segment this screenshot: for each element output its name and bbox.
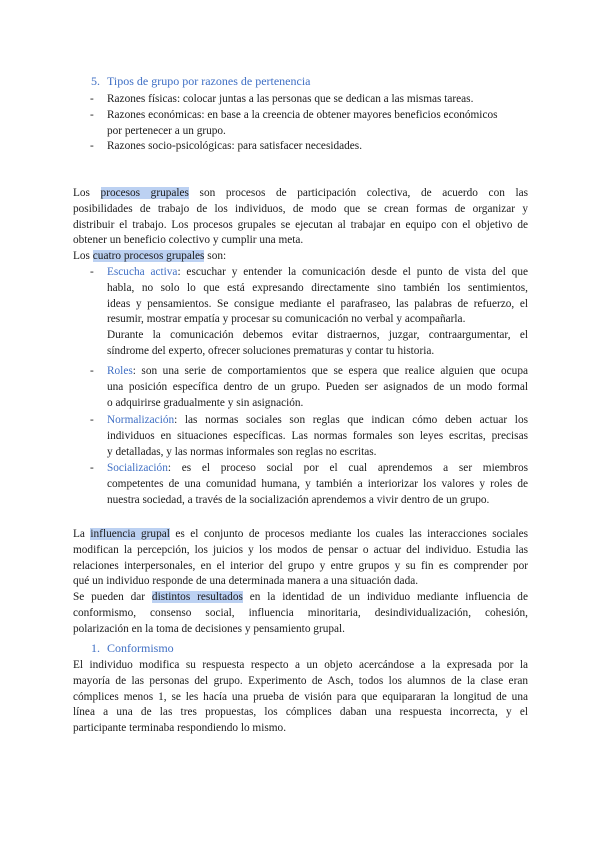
bullet: - xyxy=(90,462,94,474)
term: Socialización xyxy=(107,462,168,474)
list-item: Razones socio-psicológicas: para satisfacer necesidades. xyxy=(107,140,363,152)
bullet: - xyxy=(90,109,94,121)
paragraph-influencia: La influencia grupal es el conjunto de procesos mediante los cuales las interacciones sociales modifican la percepción, los juicios y los modos de pensar o actuar del individuo. Estudia las relaciones interpersonales, en el interior del grupo y entre grupos y su fin es comprender por qué un individuo responde de una determinada manera a una situación dada. Se pueden dar distintos resultados en la identidad de un individuo mediante influencia de conformismo, consenso social, influencia minoritaria, desindividualización, cohesión, polarización en la toma de decisiones y pensamiento grupal. xyxy=(73,528,528,635)
list-item: Razones económicas: en base a la creencia de obtener mayores beneficios económicos por pertenecer a un grupo. xyxy=(107,109,498,137)
paragraph-conformismo: El individuo modifica su respuesta respecto a un objeto acercándose a la expresada por la mayoría de las personas del grupo. Experimento de Asch, todos los alumnos de la clase eran cómplices menos 1, se les hacía una prueba de visión para que equipararan la longitud de una línea a una de las tres propuestas, los cómplices daban una respuesta incorrecta, y el participante terminaba respondiendo lo mismo. xyxy=(73,659,528,735)
highlight: procesos grupales xyxy=(100,187,189,199)
list-item-escucha: Escucha activa: escuchar y entender la comunicación desde el punto de vista del que habla, no solo lo que está expresando directamente sino también los sentimientos, ideas y pensamientos. Se consigue mediante el parafraseo, las palabras de refuerzo, el resumir, mostrar empatía y procesar su comunicación no verbal y acompañarla. Durante la comunicación debemos evitar distraernos, juzgar, contraargumentar, el síndrome del experto, ofrecer soluciones prematuras y contar tu historia. xyxy=(107,266,528,357)
term: Normalización xyxy=(107,414,175,426)
section-heading: Tipos de grupo por razones de pertenencia xyxy=(107,74,311,88)
highlight: influencia grupal xyxy=(90,528,170,540)
list-item-normalizacion: Normalización: las normas sociales son reglas que indican cómo deben actuar los individuos en situaciones específicas. Las normas formales son leyes escritas, precisas y detalladas, y las normas informales son reglas no escritas. xyxy=(107,414,528,458)
list-item-socializacion: Socialización: es el proceso social por el cual aprendemos a ser miembros competentes de una comunidad humana, y también a interiorizar los valores y roles de nuestra sociedad, a través de la socialización aprendemos a vivir dentro de un grupo. xyxy=(107,462,528,506)
term: Escucha activa xyxy=(107,266,178,278)
section-heading: Conformismo xyxy=(107,641,174,655)
bullet: - xyxy=(90,365,94,377)
highlight: cuatro procesos grupales xyxy=(92,250,205,263)
section-number: 5. xyxy=(91,74,100,88)
highlight: distintos resultados xyxy=(151,591,243,604)
term: Roles xyxy=(107,365,133,377)
list-item: Razones físicas: colocar juntas a las personas que se dedican a las mismas tareas. xyxy=(107,93,474,105)
bullet: - xyxy=(90,140,94,152)
section-number: 1. xyxy=(91,641,100,655)
bullet: - xyxy=(90,93,94,105)
paragraph-procesos: Los procesos grupales son procesos de participación colectiva, de acuerdo con las posibilidades de trabajo de los individuos, de modo que se crean formas de organizar y distribuir el trabajo. Los procesos grupales se ejecutan al trabajar en equipo con el objetivo de obtener un beneficio colectivo y cumplir una meta. Los cuatro procesos grupales son: xyxy=(73,187,529,263)
bullet: - xyxy=(90,414,94,426)
list-item-roles: Roles: son una serie de comportamientos que se espera que realice alguien que ocupa una posición específica dentro de un grupo. Pueden ser asignados de un modo formal o adquirirse gradualmente y sin asignación. xyxy=(107,365,528,409)
bullet: - xyxy=(90,266,94,278)
